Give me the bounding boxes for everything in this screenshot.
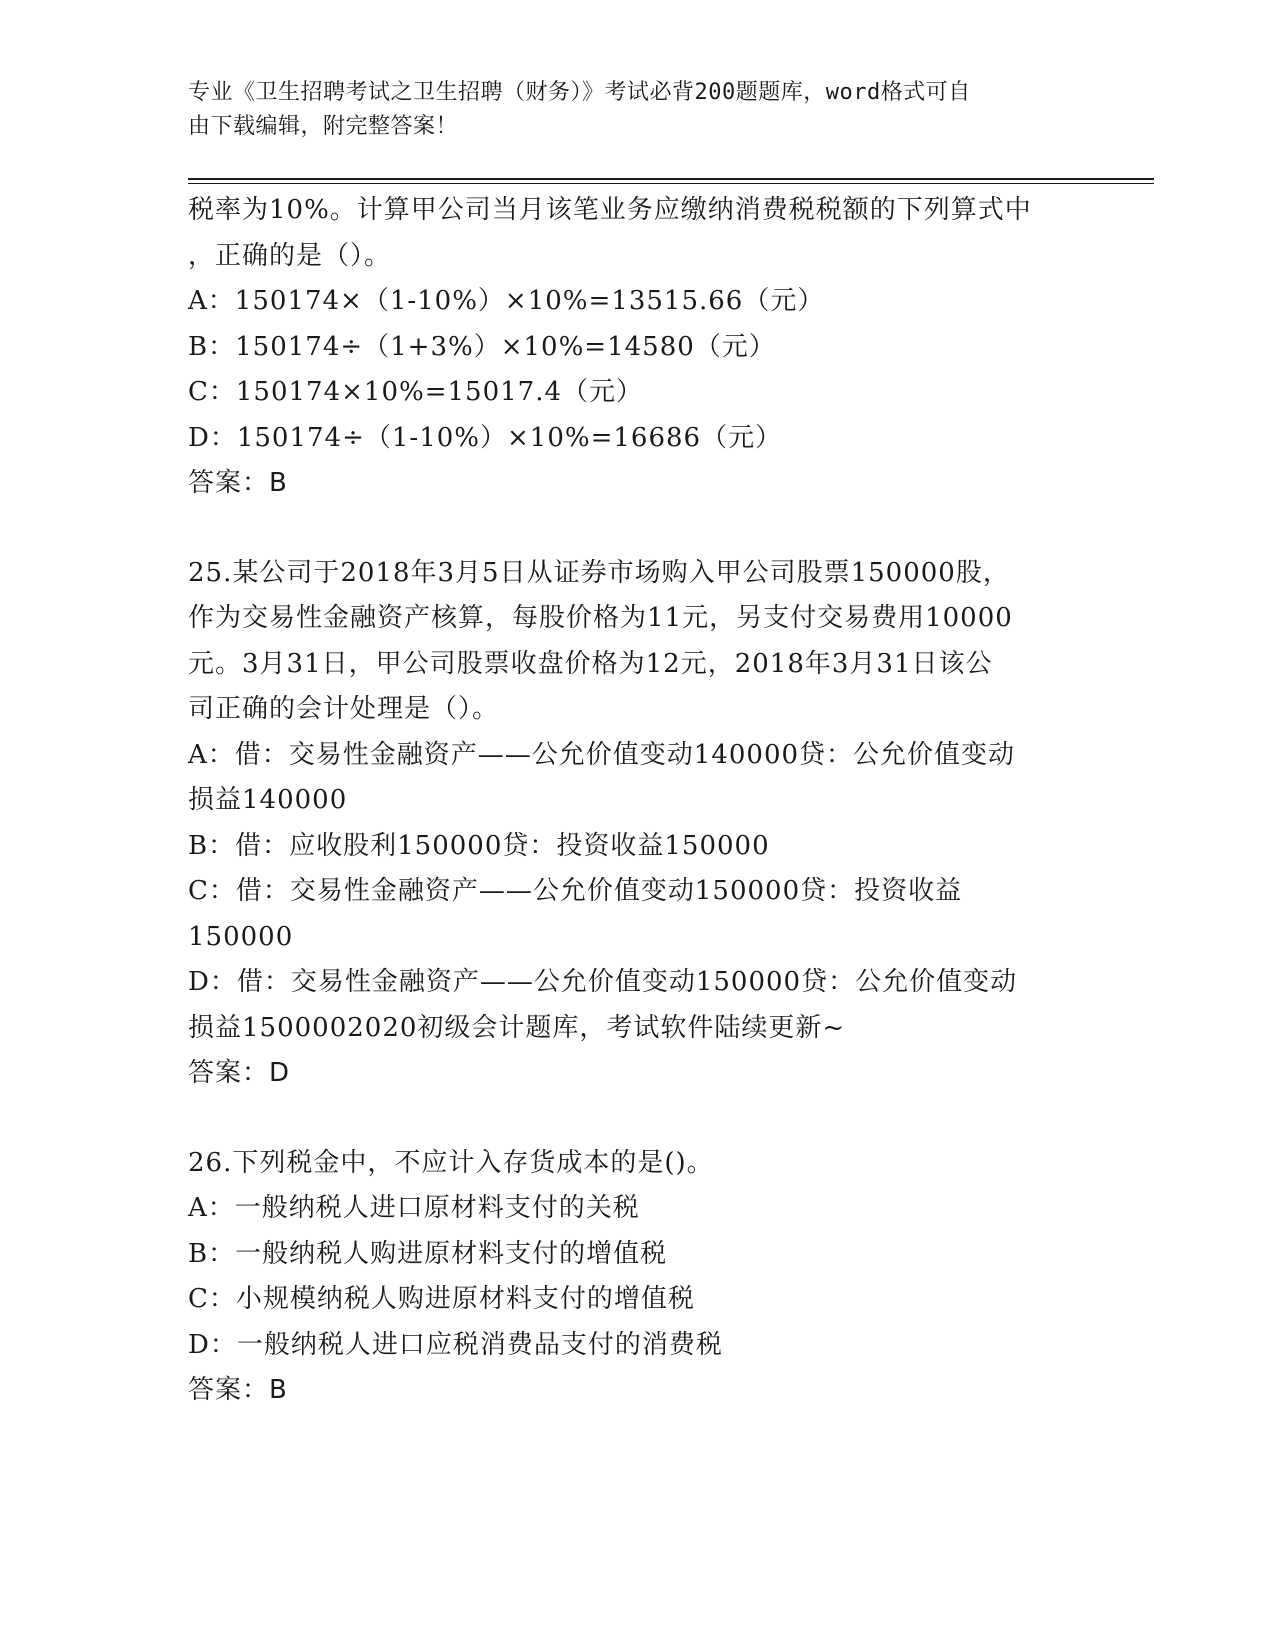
option-c: C：150174×10%=15017.4（元）: [188, 377, 644, 407]
option-c-continued: 150000: [188, 921, 294, 952]
option-d: D：借：交易性金融资产——公允价值变动150000贷：公允价值变动: [188, 967, 1018, 997]
question-stem: 元。3月31日，甲公司股票收盘价格为12元，2018年3月31日该公: [188, 648, 993, 679]
question-stem: 25.某公司于2018年3月5日从证券市场购入甲公司股票150000股，: [188, 557, 1010, 588]
option-d-continued: 损益1500002020初级会计题库，考试软件陆续更新~: [188, 1012, 846, 1043]
header-title-line-2: 由下载编辑，附完整答案！: [188, 114, 459, 139]
spacer: [188, 507, 1088, 551]
answer: 答案：B: [188, 1375, 288, 1405]
option-d: D：150174÷（1-10%）×10%=16686（元）: [188, 422, 783, 453]
question-stem: 26.下列税金中，不应计入存货成本的是()。: [188, 1147, 714, 1178]
answer: 答案：D: [188, 1058, 291, 1088]
document-body: [188, 188, 1088, 1414]
question-stem: 司正确的会计处理是（）。: [188, 694, 500, 724]
document-header: [188, 76, 1068, 144]
header-divider-thin: [188, 183, 1154, 184]
option-c: C：借：交易性金融资产——公允价值变动150000贷：投资收益: [188, 876, 963, 906]
question-26: [188, 1141, 1088, 1414]
question-24: [188, 188, 1088, 507]
option-c: C：小规模纳税人购进原材料支付的增值税: [188, 1284, 695, 1314]
spacer: [188, 1097, 1088, 1141]
question-stem: 作为交易性金融资产核算，每股价格为11元，另支付交易费用10000: [188, 603, 1013, 633]
option-b: B：150174÷（1+3%）×10%=14580（元）: [188, 331, 776, 362]
answer: 答案：B: [188, 468, 288, 498]
option-a: A：一般纳税人进口原材料支付的关税: [188, 1193, 640, 1223]
option-d: D：一般纳税人进口应税消费品支付的消费税: [188, 1329, 723, 1360]
header-title-line-1: 专业《卫生招聘考试之卫生招聘（财务）》考试必背200题题库，word格式可自: [188, 80, 971, 105]
option-a-continued: 损益140000: [188, 785, 348, 815]
option-b: B：一般纳税人购进原材料支付的增值税: [188, 1238, 668, 1269]
option-b: B：借：应收股利150000贷：投资收益150000: [188, 830, 770, 861]
question-stem-continued: 税率为10%。计算甲公司当月该笔业务应缴纳消费税税额的下列算式中: [188, 195, 1032, 225]
question-stem-continued: ，正确的是（）。: [188, 240, 392, 271]
option-a: A：150174×（1-10%）×10%=13515.66（元）: [188, 286, 825, 316]
header-divider-thick: [188, 178, 1154, 180]
question-25: [188, 551, 1088, 1097]
option-a: A：借：交易性金融资产——公允价值变动140000贷：公允价值变动: [188, 739, 1016, 770]
